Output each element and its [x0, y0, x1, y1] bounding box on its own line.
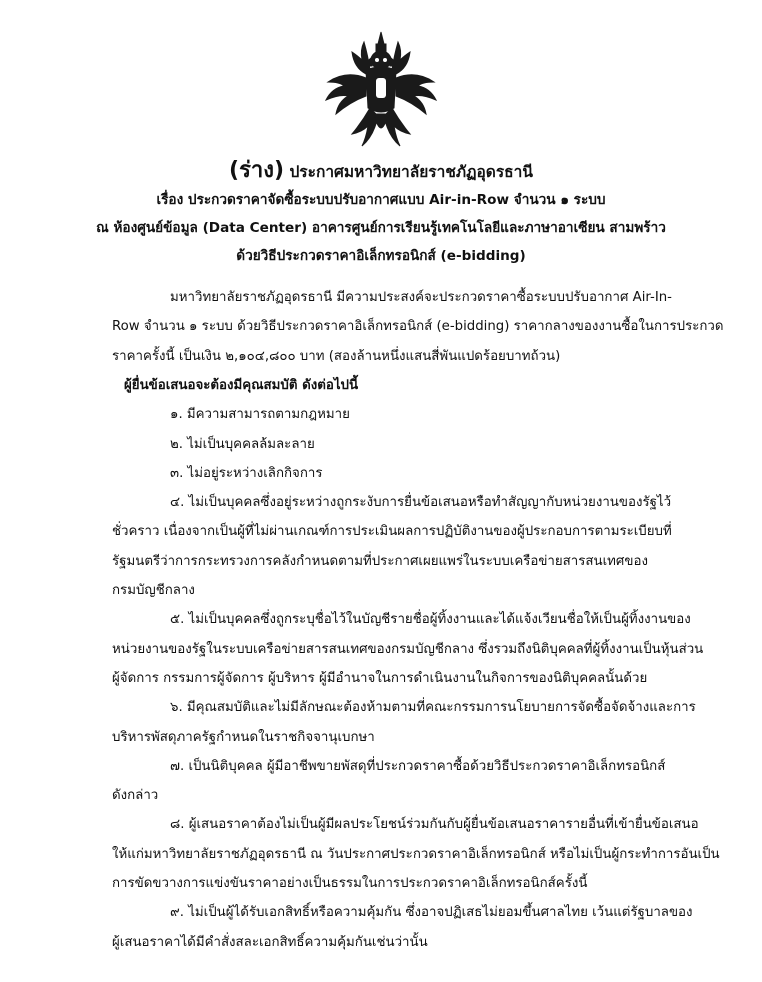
- qualification-item-continuation: การขัดขวางการแข่งขันราคาอย่างเป็นธรรมในการประกวดราคาอิเล็กทรอนิกส์ครั้งนี้: [112, 876, 588, 892]
- qualification-item: ๕. ไม่เป็นบุคคลซึ่งถูกระบุชื่อไว้ในบัญชีรายชื่อผู้ทิ้งงานและได้แจ้งเวียนชื่อให้เป็นผู้ทิ้งงานของ: [170, 612, 691, 628]
- subject-line-2: ณ ห้องศูนย์ข้อมูล (Data Center) อาคารศูนย์การเรียนรู้เทคโนโลยีและภาษาอาเซียน สามพร้าว: [96, 220, 666, 236]
- qualification-item-continuation: ผู้เสนอราคาได้มีคำสั่งสละเอกสิทธิ์ความคุ้มกันเช่นว่านั้น: [112, 934, 428, 950]
- intro-line: มหาวิทยาลัยราชภัฏอุดรธานี มีความประสงค์จะประกวดราคาซื้อระบบปรับอากาศ Air-In-: [170, 290, 672, 305]
- qualification-item: ๙. ไม่เป็นผู้ได้รับเอกสิทธิ์หรือความคุ้มกัน ซึ่งอาจปฏิเสธไม่ยอมขึ้นศาลไทย เว้นแต่รัฐบาลของ: [170, 905, 693, 921]
- garuda-emblem-icon: [322, 30, 440, 150]
- announcement-title: [0, 152, 762, 187]
- qualification-item-continuation: ให้แก่มหาวิทยาลัยราชภัฏอุดรธานี ณ วันประกาศประกวดราคาอิเล็กทรอนิกส์ หรือไม่เป็นผู้กระทำการอันเป็น: [112, 846, 720, 862]
- draft-mark: (ร่าง): [229, 158, 285, 183]
- subject-line-3: ด้วยวิธีประกวดราคาอิเล็กทรอนิกส์ (e-bidding): [236, 248, 526, 264]
- qualification-item-continuation: ดังกล่าว: [112, 788, 159, 804]
- qualification-item: ๓. ไม่อยู่ระหว่างเลิกกิจการ: [170, 465, 323, 481]
- qualification-item: ๘. ผู้เสนอราคาต้องไม่เป็นผู้มีผลประโยชน์ร่วมกันกับผู้ยื่นข้อเสนอราคารายอื่นที่เข้ายื่นข้อเสนอ: [170, 817, 699, 833]
- qualifications-heading: ผู้ยื่นข้อเสนอจะต้องมีคุณสมบัติ ดังต่อไปนี้: [124, 378, 359, 393]
- qualifications-section: [112, 371, 720, 957]
- qualification-item-continuation: บริหารพัสดุภาครัฐกำหนดในราชกิจจานุเบกษา: [112, 729, 375, 745]
- qualification-item-continuation: ผู้จัดการ กรรมการผู้จัดการ ผู้บริหาร ผู้มีอำนาจในการดำเนินงานในกิจการของนิติบุคคลนั้นด้วย: [112, 670, 648, 686]
- intro-paragraph: [112, 283, 724, 371]
- subject-line-1: เรื่อง ประกวดราคาจัดซื้อระบบปรับอากาศแบบ Air-in-Row จำนวน ๑ ระบบ: [156, 192, 606, 208]
- qualification-item: ๖. มีคุณสมบัติและไม่มีลักษณะต้องห้ามตามที่คณะกรรมการนโยบายการจัดซื้อจัดจ้างและการ: [170, 700, 696, 716]
- announcement-heading: ประกาศมหาวิทยาลัยราชภัฏอุดรธานี: [289, 163, 533, 181]
- intro-line: Row จำนวน ๑ ระบบ ด้วยวิธีประกวดราคาอิเล็กทรอนิกส์ (e-bidding) ราคากลางของงานซื้อในการประกวด: [112, 319, 724, 335]
- qualification-item-continuation: กรมบัญชีกลาง: [112, 583, 195, 599]
- qualification-item-continuation: รัฐมนตรีว่าการกระทรวงการคลังกำหนดตามที่ประกาศเผยแพร่ในระบบเครือข่ายสารสนเทศของ: [112, 553, 648, 569]
- qualification-item-continuation: หน่วยงานของรัฐในระบบเครือข่ายสารสนเทศของกรมบัญชีกลาง ซึ่งรวมถึงนิติบุคคลที่ผู้ทิ้งงานเป็นหุ้นส่วน: [112, 641, 704, 657]
- qualification-item: ๗. เป็นนิติบุคคล ผู้มีอาชีพขายพัสดุที่ประกวดราคาซื้อด้วยวิธีประกวดราคาอิเล็กทรอนิกส์: [170, 758, 666, 774]
- qualification-item-continuation: ชั่วคราว เนื่องจากเป็นผู้ที่ไม่ผ่านเกณฑ์การประเมินผลการปฏิบัติงานของผู้ประกอบการตามระเบียบที่: [112, 524, 672, 540]
- intro-line: ราคาครั้งนี้ เป็นเงิน ๒,๑๐๔,๘๐๐ บาท (สองล้านหนึ่งแสนสี่พันแปดร้อยบาทถ้วน): [112, 348, 561, 364]
- qualification-item: ๔. ไม่เป็นบุคคลซึ่งอยู่ระหว่างถูกระงับการยื่นข้อเสนอหรือทำสัญญากับหน่วยงานของรัฐไว้: [170, 495, 672, 511]
- qualification-item: ๒. ไม่เป็นบุคคลล้มละลาย: [170, 436, 315, 452]
- qualification-item: ๑. มีความสามารถตามกฎหมาย: [170, 407, 350, 423]
